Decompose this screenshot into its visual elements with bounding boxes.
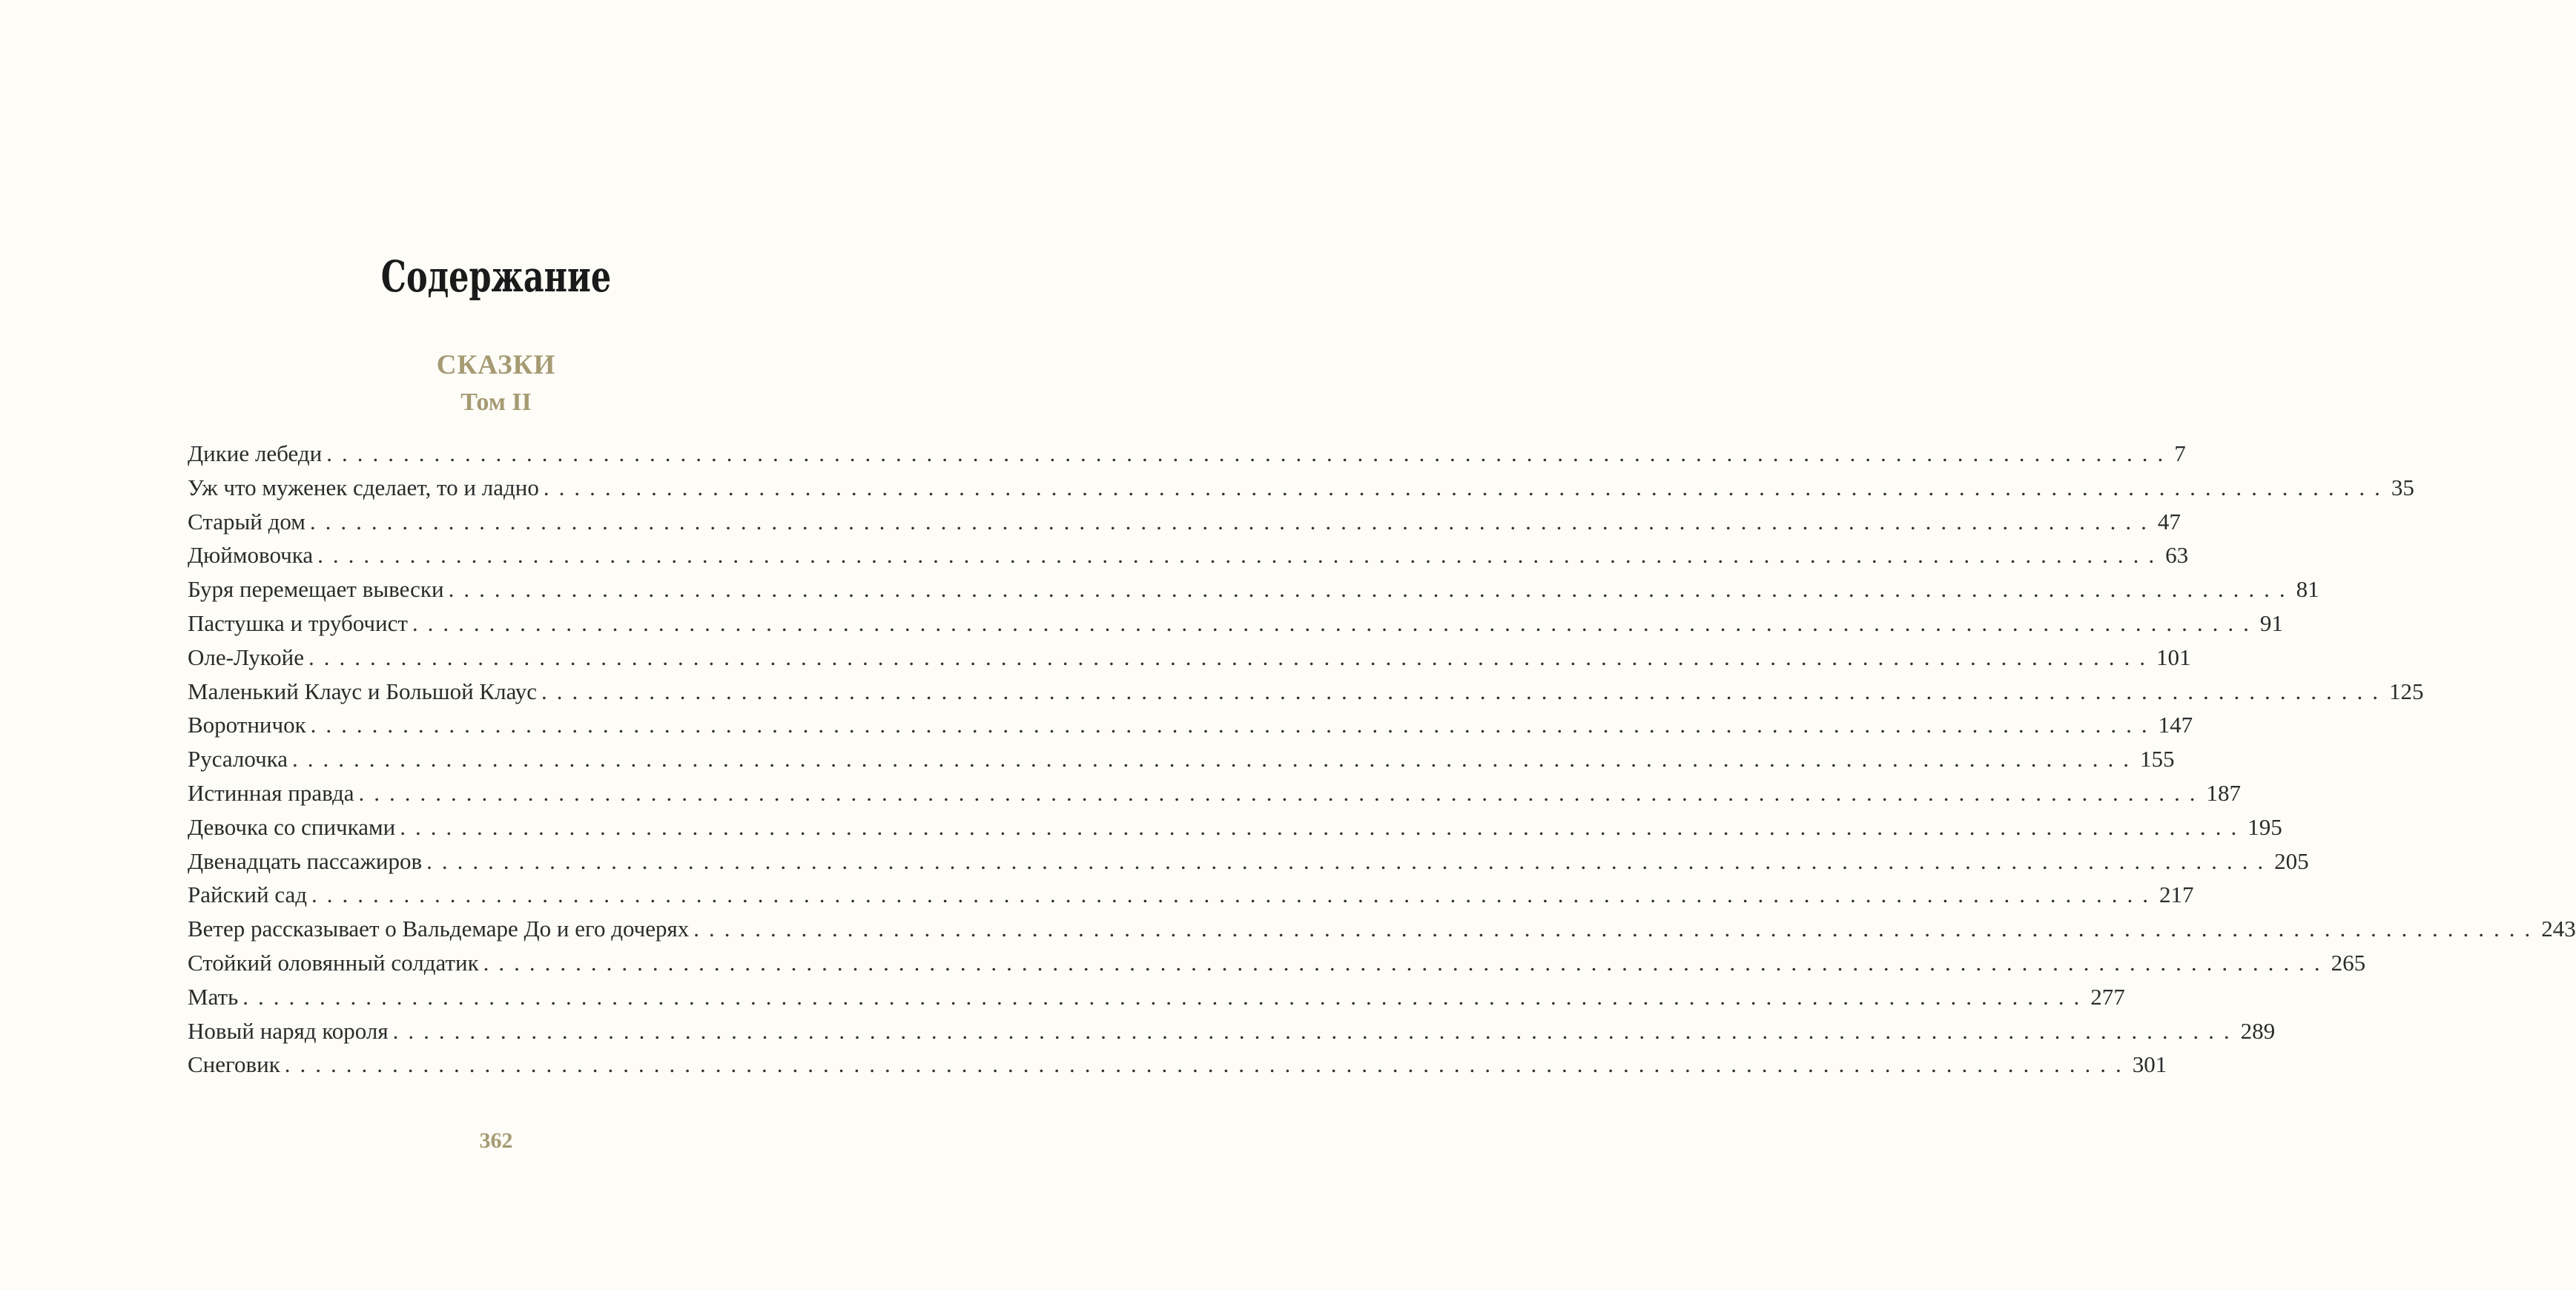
toc-entry-page: 91 bbox=[2259, 609, 2283, 636]
toc-dot-leader: ........................................................................................................................ bbox=[326, 440, 2173, 466]
toc-entry-title: Дикие лебеди bbox=[188, 440, 323, 466]
toc-entry-title: Русалочка bbox=[188, 746, 288, 773]
toc-entry-page: 47 bbox=[2157, 508, 2181, 535]
toc-entry[interactable] bbox=[188, 474, 2414, 509]
toc-entry-page: 147 bbox=[2158, 712, 2193, 738]
toc-entry-page: 63 bbox=[2165, 542, 2189, 569]
toc-entry-title: Ветер рассказывает о Вальдемаре До и его дочерях bbox=[188, 916, 690, 942]
toc-dot-leader: ........................................................................................................................ bbox=[412, 609, 2259, 636]
toc-entry-title: Мать bbox=[188, 983, 239, 1010]
toc-entry[interactable] bbox=[188, 746, 2175, 780]
table-of-contents bbox=[188, 440, 2576, 1085]
toc-dot-leader: ........................................................................................................................ bbox=[392, 1017, 2239, 1044]
toc-entry-page: 195 bbox=[2248, 813, 2282, 840]
toc-dot-leader: ........................................................................................................................ bbox=[543, 474, 2390, 500]
toc-dot-leader: ........................................................................................................................ bbox=[292, 746, 2139, 773]
toc-dot-leader: ........................................................................................................................ bbox=[358, 779, 2205, 806]
toc-entry-page: 217 bbox=[2159, 882, 2194, 908]
toc-dot-leader: ........................................................................................................................ bbox=[242, 983, 2090, 1010]
toc-entry[interactable] bbox=[188, 542, 2189, 576]
toc-entry-title: Маленький Клаус и Большой Клаус bbox=[188, 678, 538, 704]
toc-entry[interactable] bbox=[188, 882, 2194, 916]
toc-entry-title: Воротничок bbox=[188, 712, 306, 738]
toc-entry-page: 155 bbox=[2140, 746, 2175, 773]
toc-entry[interactable] bbox=[188, 813, 2282, 848]
toc-entry-title: Дюймовочка bbox=[188, 542, 314, 569]
toc-entry[interactable] bbox=[188, 1051, 2167, 1085]
page-title: Содержание bbox=[380, 251, 612, 302]
toc-dot-leader: ........................................................................................................................ bbox=[284, 1051, 2131, 1078]
toc-dot-leader: ........................................................................................................................ bbox=[309, 508, 2156, 535]
toc-entry-title: Буря перемещает вывески bbox=[188, 576, 444, 603]
volume-label: Том II bbox=[460, 388, 532, 416]
toc-entry-title: Старый дом bbox=[188, 508, 306, 535]
toc-entry-title: Истинная правда bbox=[188, 779, 354, 806]
toc-entry[interactable] bbox=[188, 440, 2186, 474]
toc-dot-leader: ........................................................................................................................ bbox=[693, 916, 2540, 942]
toc-dot-leader: ........................................................................................................................ bbox=[308, 644, 2156, 670]
toc-entry-page: 265 bbox=[2331, 949, 2366, 976]
toc-entry-title: Девочка со спичками bbox=[188, 813, 396, 840]
toc-entry-page: 205 bbox=[2274, 847, 2309, 874]
toc-entry[interactable] bbox=[188, 1017, 2276, 1052]
toc-entry-page: 187 bbox=[2206, 779, 2241, 806]
toc-entry[interactable] bbox=[188, 678, 2424, 712]
toc-entry[interactable] bbox=[188, 916, 2576, 950]
toc-entry[interactable] bbox=[188, 576, 2319, 610]
toc-dot-leader: ........................................................................................................................ bbox=[400, 813, 2247, 840]
toc-entry-page: 7 bbox=[2174, 440, 2186, 466]
page-number: 362 bbox=[479, 1128, 513, 1153]
toc-entry[interactable] bbox=[188, 644, 2191, 678]
toc-entry-page: 277 bbox=[2090, 983, 2125, 1010]
toc-entry-title: Пастушка и трубочист bbox=[188, 609, 408, 636]
toc-dot-leader: ........................................................................................................................ bbox=[483, 949, 2330, 976]
toc-dot-leader: ........................................................................................................................ bbox=[310, 712, 2157, 738]
toc-entry[interactable] bbox=[188, 712, 2193, 746]
toc-entry-title: Снеговик bbox=[188, 1051, 280, 1078]
toc-entry-page: 101 bbox=[2156, 644, 2191, 670]
toc-entry[interactable] bbox=[188, 609, 2283, 644]
toc-entry-title: Уж что муженек сделает, то и ладно bbox=[188, 474, 539, 500]
toc-dot-leader: ........................................................................................................................ bbox=[311, 882, 2159, 908]
toc-entry-page: 243 bbox=[2541, 916, 2576, 942]
toc-entry-title: Новый наряд короля bbox=[188, 1017, 389, 1044]
toc-entry-page: 35 bbox=[2391, 474, 2414, 500]
toc-entry-title: Стойкий оловянный солдатик bbox=[188, 949, 479, 976]
section-title: СКАЗКИ bbox=[436, 350, 556, 380]
toc-entry[interactable] bbox=[188, 949, 2366, 984]
toc-dot-leader: ........................................................................................................................ bbox=[426, 847, 2273, 874]
toc-entry-title: Райский сад bbox=[188, 882, 308, 908]
toc-entry[interactable] bbox=[188, 847, 2309, 882]
toc-dot-leader: ........................................................................................................................ bbox=[317, 542, 2164, 569]
toc-entry-page: 301 bbox=[2132, 1051, 2167, 1078]
toc-entry[interactable] bbox=[188, 508, 2181, 543]
toc-entry[interactable] bbox=[188, 983, 2125, 1018]
toc-entry[interactable] bbox=[188, 779, 2241, 814]
toc-dot-leader: ........................................................................................................................ bbox=[448, 576, 2295, 603]
toc-entry-page: 125 bbox=[2389, 678, 2424, 704]
toc-entry-title: Оле-Лукойе bbox=[188, 644, 305, 670]
toc-entry-title: Двенадцать пассажиров bbox=[188, 847, 423, 874]
toc-entry-page: 289 bbox=[2240, 1017, 2276, 1044]
toc-entry-page: 81 bbox=[2296, 576, 2319, 603]
toc-dot-leader: ........................................................................................................................ bbox=[541, 678, 2388, 704]
